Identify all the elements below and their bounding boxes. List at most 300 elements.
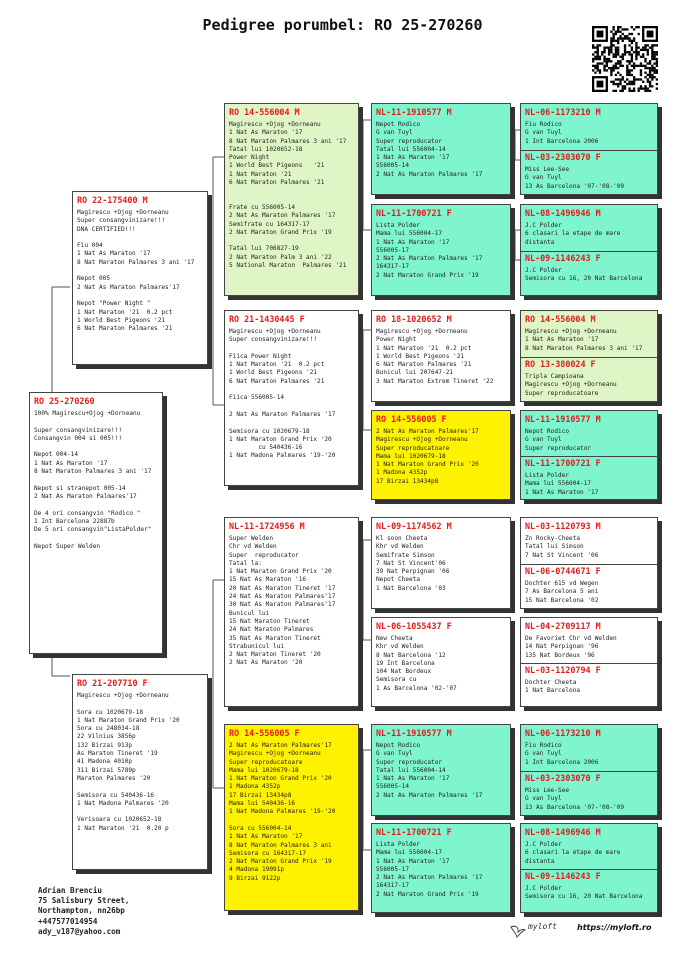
- card-line: J.C Polder: [525, 841, 562, 848]
- ring-number: NL-06-0744671 F: [525, 566, 601, 576]
- card-line: Super reproducatoare: [525, 389, 599, 397]
- card-line: J.C Polder: [525, 267, 562, 274]
- ring-number: NL-11-1910577 M: [376, 728, 452, 738]
- card-line: De 4 ori consangvin "Rodico ": [34, 509, 141, 517]
- card-line: 556005-17: [376, 246, 410, 254]
- card-line: Tatal lui 706827-19: [229, 245, 299, 253]
- card-line: 41 Madona 4010p: [77, 758, 133, 766]
- card-line: 6 clasari la etape de mare: [525, 230, 621, 238]
- card-line: 14 Nat Perpignan '96: [525, 643, 599, 651]
- card-line: Nepot 004-14: [34, 451, 79, 459]
- card-lines: [376, 121, 506, 179]
- card-line: Mama lui 556004-17: [376, 849, 443, 857]
- card-line: 5 National Maraton Palmares '21: [229, 262, 347, 270]
- pigeon-card-grandsire-maternal: [224, 517, 359, 707]
- card-line: 15 Nat As Maraton '16: [229, 576, 307, 584]
- card-line: Magirescu +Ojog +Dorneanu: [525, 381, 617, 389]
- card-line: Super reproducator: [376, 758, 443, 766]
- card-line: [34, 418, 158, 426]
- card-line: Mama lui 540436-16: [229, 800, 296, 808]
- card-line: 2 Nat Maraton Grand Prix '19: [229, 858, 332, 866]
- pigeon-card-subject: [29, 392, 163, 654]
- card-line: 1 Nat Maraton Grand Prix '20: [229, 775, 332, 783]
- card-line: 1 Nat As Maraton '17: [376, 857, 450, 865]
- pigeon-card-g4-pair-2: [520, 204, 658, 296]
- ring-number: NL-09-1174562 M: [376, 521, 452, 531]
- card-line: 15 Nat Barcelona '02: [525, 596, 599, 604]
- card-line: Semisora cu 164317-17: [229, 849, 307, 857]
- card-line: 6 Nat Maraton Palmares '21: [229, 377, 325, 385]
- card-lines: [525, 328, 655, 353]
- card-line: G van Tuyl: [525, 129, 562, 137]
- card-line: 1 World Best Pigeons '21: [229, 369, 318, 377]
- card-line: 1 Int Barcelona 2006: [525, 758, 599, 766]
- card-lines: [376, 742, 506, 800]
- card-line: 19 Int Barcelona: [376, 659, 435, 667]
- page-title: Pedigree porumbel: RO 25-270260: [202, 16, 483, 34]
- card-line: 556005-14: [376, 162, 410, 170]
- card-line: Super reproducatoare: [376, 444, 450, 452]
- card-lines: [525, 373, 655, 398]
- card-line: 1 Nat Maraton Grand Prix '20: [229, 435, 332, 443]
- pigeon-card-sire: [72, 191, 208, 365]
- card-line: 2 Nat As Maraton Palmares'17: [229, 742, 332, 749]
- ring-number: NL-03-1120794 F: [525, 665, 601, 675]
- card-line: Nepot Rodico: [376, 121, 421, 128]
- ring-number: RO 13-380024 F: [525, 359, 596, 369]
- card-lines: [525, 267, 655, 284]
- card-line: Miss Lee-See: [525, 787, 570, 794]
- ring-number: RO 21-207710 F: [77, 678, 148, 688]
- card-line: New Cheeta: [376, 635, 413, 642]
- card-line: 24 Nat Maraton Palmares: [229, 626, 314, 634]
- card-line: 2 Nat Maraton Palm 3 ani '22: [229, 253, 332, 261]
- card-line: 1 Nat Maraton Grand Prix '20: [376, 461, 479, 469]
- card-line: 8 Nat Maraton Palmares 3 ani '17: [229, 137, 347, 145]
- card-line: 15 Nat Maraton Tineret: [229, 617, 310, 625]
- card-line: 6 Nat Maraton Palmares '21: [77, 325, 173, 333]
- card-line: 2 Nat As Maraton Palmares'17: [77, 283, 180, 291]
- card-line: 164317-17: [376, 882, 410, 890]
- card-line: 13 As Barcelona '07-'08-'09: [525, 182, 625, 190]
- card-line: 2 Nat Maraton Grand Prix '19: [376, 271, 479, 279]
- card-line: Super reproducatoare: [229, 758, 303, 766]
- card-line: 39 Nat Perpignan '06: [376, 568, 450, 576]
- card-line: 1 World Best Pigeons '21: [229, 162, 325, 170]
- card-line: Mama lui 1020679-18: [229, 766, 299, 774]
- card-line: 2 Nat As Maraton Palmares '17: [229, 410, 336, 418]
- card-line: 1 Nat As Maraton '17: [376, 238, 450, 246]
- ring-number: NL-04-2709117 M: [525, 621, 601, 631]
- card-line: G van Tuyl: [525, 436, 562, 444]
- card-line: Bunicul lui 207647-21: [376, 369, 454, 377]
- card-line: Tatal lui 1020652-18: [229, 145, 303, 153]
- pigeon-card-g3-4: [371, 410, 511, 500]
- card-line: 2 Nat Maraton Grand Prix '19: [376, 890, 479, 898]
- myloft-bird-icon: [510, 924, 526, 938]
- ring-number: RO 14-556005 F: [229, 728, 300, 738]
- pigeon-card-g3-2: [371, 204, 511, 296]
- card-line: Super reproducator: [229, 551, 299, 559]
- card-line: 2 Nat As Maraton Palmares '17: [376, 170, 483, 178]
- ring-number: NL-08-1496946 M: [525, 827, 601, 837]
- card-line: Lista Polder: [376, 841, 421, 848]
- card-line: 17 Birzai 13434p8: [229, 791, 292, 799]
- card-line: Tatal lui Simson: [525, 543, 584, 551]
- card-lines: [229, 328, 354, 461]
- card-line: Magirescu +Ojog +Dorneanu: [376, 436, 468, 444]
- pigeon-card-g3-5: [371, 517, 511, 609]
- card-line: Chr vd Welden: [229, 543, 277, 551]
- card-line: 1 Nat Maraton '21: [229, 170, 292, 178]
- card-line: Power Night: [229, 154, 270, 162]
- card-line: Mama lui 1020679-18: [376, 452, 446, 460]
- ring-number: RO 14-556005 F: [376, 414, 447, 424]
- card-line: 6 clasari la etape de mare: [525, 849, 621, 857]
- card-line: [77, 267, 203, 275]
- card-line: distanta: [525, 857, 555, 865]
- card-line: Fiu 004: [77, 242, 103, 250]
- card-lines: [525, 535, 655, 560]
- ring-number: RO 22-175400 M: [77, 195, 148, 205]
- card-lines: [525, 222, 655, 247]
- pigeon-card-g3-7: [371, 724, 511, 816]
- card-line: [34, 476, 158, 484]
- card-line: G van Tuyl: [525, 174, 562, 182]
- card-line: Tatal la:: [229, 559, 263, 567]
- card-line: 1 Int Barcelona 2006: [525, 137, 599, 145]
- card-line: [34, 501, 158, 509]
- card-line: 4 Madona 19091p: [229, 866, 285, 874]
- card-line: [34, 534, 158, 542]
- card-line: 1 Nat As Maraton '17: [77, 250, 151, 258]
- card-lines: [376, 328, 506, 386]
- card-line: 1 Nat Barcelona '03: [376, 584, 446, 592]
- pigeon-card-g4-pair-5: [520, 517, 658, 609]
- pigeon-card-g3-8: [371, 823, 511, 913]
- card-line: Magirescu +Ojog +Dorneanu: [525, 328, 617, 335]
- pigeon-card-dam: [72, 674, 208, 870]
- card-line: Tripla Campioana: [525, 373, 584, 380]
- card-line: 1 Nat As Maraton '17: [376, 154, 450, 162]
- card-line: 1 Nat As Maraton '17: [525, 336, 599, 344]
- card-lines: [376, 635, 506, 693]
- ring-number: NL-11-1700721 F: [525, 458, 601, 468]
- card-line: 2 Nat As Maraton Palmares'17: [34, 492, 137, 500]
- pigeon-card-grandsire-paternal: [224, 103, 359, 296]
- card-line: Super consangvinizare!!!: [34, 426, 123, 434]
- card-line: Miss Lee-See: [525, 166, 570, 173]
- card-lines: [525, 742, 655, 767]
- card-line: distanta: [525, 238, 555, 246]
- card-line: 1 Nat Barcelona: [525, 687, 581, 695]
- pigeon-card-granddam-paternal: [224, 310, 359, 486]
- card-line: Khr vd Welden: [376, 543, 424, 551]
- card-line: 20 Nat As Maraton Tineret '17: [229, 584, 336, 592]
- card-lines: [525, 635, 655, 660]
- card-line: Sora cu 1020679-18: [77, 708, 144, 716]
- pigeon-card-g3-6: [371, 617, 511, 707]
- card-line: Fiu Rodico: [525, 742, 562, 749]
- card-line: Nepot Super Welden: [34, 542, 101, 550]
- card-line: [77, 783, 203, 791]
- card-line: G van Tuyl: [525, 750, 562, 758]
- card-line: Magirescu +Ojog +Dorneanu: [77, 692, 169, 699]
- card-line: Fiu Rodico: [525, 121, 562, 128]
- ring-number: NL-11-1910577 M: [525, 414, 601, 424]
- ring-number: NL-09-1146243 F: [525, 871, 601, 881]
- card-line: Super consangvinizare!!!: [229, 336, 318, 344]
- ring-number: RO 25-270260: [34, 396, 95, 406]
- card-lines: [34, 410, 158, 551]
- card-line: [229, 419, 354, 427]
- card-line: 17 Birzai 13434p8: [376, 477, 439, 485]
- card-line: Semisora cu: [376, 676, 417, 684]
- card-line: G van Tuyl: [525, 795, 562, 803]
- website-link[interactable]: https://myloft.ro: [577, 923, 652, 932]
- card-lines: [376, 841, 506, 899]
- pigeon-card-g4-pair-4: [520, 410, 658, 500]
- card-lines: [229, 121, 354, 270]
- card-line: 311 Birzai 5789p: [77, 766, 136, 774]
- card-line: Strabunicul lui: [229, 642, 285, 650]
- owner-contact: [38, 886, 129, 937]
- ring-number: NL-06-1055437 F: [376, 621, 452, 631]
- card-line: G van Tuyl: [376, 129, 413, 137]
- card-line: 135 Nat Bordeux '96: [525, 651, 595, 659]
- card-line: 7 Nat St Vincent'06: [376, 559, 446, 567]
- card-line: Semisora cu 16, 20 Nat Barcelona: [525, 275, 643, 283]
- card-line: 6 Nat Maraton Palmares '21: [229, 179, 325, 187]
- card-line: Semisora cu 540436-16: [77, 791, 155, 799]
- card-line: 9 Birzai 9122p: [229, 874, 281, 882]
- card-line: 1 Nat Maraton '21 0.20 p: [77, 824, 169, 832]
- card-line: As Maraton Tineret '19: [77, 750, 158, 758]
- card-line: Magirescu +Ojog +Dorneanu: [229, 121, 321, 128]
- card-line: 2 Nat Maraton Tineret '20: [229, 651, 321, 659]
- card-line: Magirescu +Ojog +Dorneanu: [77, 209, 169, 216]
- card-line: 1 Int Barcelona 22887b: [34, 517, 115, 525]
- ring-number: NL-06-1173210 M: [525, 728, 601, 738]
- card-line: [229, 817, 354, 825]
- card-line: 7 As Barcelona 5 ani: [525, 588, 599, 596]
- card-line: 556005-17: [376, 865, 410, 873]
- card-line: 22 Vilnius 3856p: [77, 733, 136, 741]
- card-line: [77, 700, 203, 708]
- card-line: 1 As Barcelona '02-'07: [376, 684, 457, 692]
- ring-number: NL-03-2303070 F: [525, 773, 601, 783]
- card-line: Frate cu 556005-14: [229, 203, 296, 211]
- pigeon-card-g4-pair-7: [520, 724, 658, 816]
- card-line: 6 Nat Maraton Palmares '21: [376, 361, 472, 369]
- card-lines: [376, 535, 506, 593]
- pigeon-card-g4-pair-1: [520, 103, 658, 195]
- owner-street: 75 Salisbury Street,: [38, 896, 130, 906]
- card-line: [229, 196, 354, 204]
- card-line: 2 Nat As Maraton Palmares'17: [376, 428, 479, 435]
- card-line: 1 Nat Madona Palmares '20: [77, 799, 169, 807]
- pigeon-card-g3-3: [371, 310, 511, 402]
- card-line: [229, 345, 354, 353]
- ring-number: RO 14-556004 M: [525, 314, 596, 324]
- pigeon-card-g4-pair-8: [520, 823, 658, 913]
- card-line: Super Welden: [229, 535, 274, 542]
- card-line: Fiica Power Night: [229, 352, 292, 360]
- card-line: 1 Nat Madona Palmares '19-'20: [229, 452, 336, 460]
- card-line: 30 Nat As Maraton Palmares'17: [229, 601, 336, 609]
- card-line: 1 Nat Maraton '21 0.2 pct: [77, 308, 173, 316]
- card-line: Sora cu 556004-14: [229, 824, 292, 832]
- card-line: 8 Nat Maraton Palmares 3 ani '17: [77, 258, 195, 266]
- card-line: [229, 403, 354, 411]
- card-line: Fiica 556005-14: [229, 394, 285, 402]
- card-line: [77, 808, 203, 816]
- card-line: Nepot si stranepot 005-14: [34, 484, 126, 492]
- card-line: Semisora cu 16, 20 Nat Barcelona: [525, 893, 643, 901]
- card-line: 1 Nat As Maraton '17: [229, 833, 303, 841]
- card-line: Verisoara cu 1020652-18: [77, 816, 162, 824]
- card-line: 104 Nat Bordeux: [376, 668, 432, 676]
- card-line: Nepot Rodico: [525, 428, 570, 435]
- ring-number: NL-11-1724956 M: [229, 521, 305, 531]
- ring-number: RO 14-556004 M: [229, 107, 300, 117]
- card-line: 8 Nat Maraton Palmares 3 ani '17: [525, 344, 643, 352]
- card-line: 13 As Barcelona '07-'08-'09: [525, 803, 625, 811]
- card-line: 164317-17: [376, 263, 410, 271]
- card-line: Tatal lui 556004-14: [376, 766, 446, 774]
- card-line: Mama lui 556004-17: [376, 230, 443, 238]
- card-lines: [525, 472, 655, 497]
- card-lines: [525, 580, 655, 605]
- card-line: Lista Polder: [525, 472, 570, 479]
- ring-number: NL-11-1910577 M: [376, 107, 452, 117]
- card-line: Bunicul lui: [229, 609, 270, 617]
- card-line: 1 World Best Pigeons '21: [77, 316, 166, 324]
- card-lines: [525, 121, 655, 146]
- card-lines: [376, 428, 506, 486]
- card-line: 1 Nat Maraton '21 0.2 pct: [229, 361, 325, 369]
- card-line: [77, 234, 203, 242]
- pigeon-card-g4-pair-6: [520, 617, 658, 707]
- card-line: Super consangvinizare!!!: [77, 217, 166, 225]
- ring-number: NL-08-1496946 M: [525, 208, 601, 218]
- ring-number: NL-03-1120793 M: [525, 521, 601, 531]
- card-line: 100% Magirescu+Ojog +Dorneanu: [34, 410, 141, 417]
- card-line: 2 Nat As Maraton Palmares '17: [376, 874, 483, 882]
- card-line: Nepot "Power Night ": [77, 300, 151, 308]
- ring-number: RO 21-1430445 F: [229, 314, 305, 324]
- card-line: Kl soon Cheeta: [376, 535, 428, 542]
- card-line: Magirescu +Ojog +Dorneanu: [229, 750, 321, 758]
- card-line: [229, 187, 354, 195]
- card-line: 3 Nat Maraton Extrem Tineret '22: [376, 377, 494, 385]
- card-lines: [229, 535, 354, 668]
- card-line: 24 Nat As Maraton Palmares'17: [229, 593, 336, 601]
- owner-email[interactable]: ady_v187@yahoo.com: [38, 926, 121, 936]
- card-lines: [525, 787, 655, 812]
- card-line: 2 Nat As Maraton Palmares '17: [376, 791, 483, 799]
- ring-number: NL-11-1700721 F: [376, 827, 452, 837]
- card-line: Mama lui 556004-17: [525, 480, 592, 488]
- card-line: Khr vd Welden: [376, 643, 424, 651]
- card-line: [77, 292, 203, 300]
- card-lines: [77, 209, 203, 333]
- card-line: 1 Nat Maraton Grand Prix '20: [77, 716, 180, 724]
- card-line: Semifrate cu 164317-17: [229, 220, 310, 228]
- card-lines: [525, 166, 655, 191]
- card-line: Maraton Palmares '20: [77, 774, 151, 782]
- ring-number: NL-09-1146243 F: [525, 253, 601, 263]
- card-line: 1 Nat Maraton '21 0.2 pct: [376, 344, 472, 352]
- card-line: Dochter 615 vd Wegen: [525, 580, 599, 587]
- owner-name: Adrian Brenciu: [38, 886, 103, 895]
- card-line: Nepot Cheeta: [376, 576, 421, 584]
- card-line: Super reproducator: [525, 444, 592, 452]
- card-line: Nepot 005: [77, 275, 111, 283]
- myloft-logo: [528, 922, 557, 931]
- card-line: J.C Polder: [525, 222, 562, 229]
- ring-number: NL-03-2303070 F: [525, 152, 601, 162]
- pigeon-card-g4-pair-3: [520, 310, 658, 402]
- card-line: De Favoriet Chr vd Welden: [525, 635, 617, 642]
- card-line: 1 Nat As Maraton '17: [229, 129, 303, 137]
- card-lines: [376, 222, 506, 280]
- card-line: cu 540436-16: [229, 444, 303, 452]
- card-line: Sora cu 248034-18: [77, 725, 140, 733]
- card-line: De 5 ori consangvin"ListaPolder": [34, 526, 152, 534]
- card-line: Super reproducator: [376, 137, 443, 145]
- card-line: Magirescu +Ojog +Dorneanu: [376, 328, 468, 335]
- card-line: 1 Madona 4352p: [376, 469, 428, 477]
- card-lines: [229, 742, 354, 883]
- card-line: 1 Nat As Maraton '17: [525, 488, 599, 496]
- card-line: G van Tuyl: [376, 750, 413, 758]
- card-line: 1 Nat Maraton Grand Prix '20: [229, 568, 332, 576]
- card-line: 8 Nat Maraton Palmares 3 ani: [229, 841, 332, 849]
- card-line: 1 Nat Madona Palmares '19-'20: [229, 808, 336, 816]
- logo-text: myloft: [528, 922, 557, 931]
- card-line: [229, 386, 354, 394]
- card-line: 7 Nat St Vincent '06: [525, 551, 599, 559]
- card-line: Semisora cu 1020679-18: [229, 427, 310, 435]
- card-line: 2 Nat As Maraton '20: [229, 659, 303, 667]
- card-line: Consangvin 004 si 005!!!: [34, 434, 123, 442]
- card-line: 556005-14: [376, 783, 410, 791]
- pigeon-card-g3-1: [371, 103, 511, 195]
- owner-city: Northampton, nn26bp: [38, 906, 125, 916]
- card-line: Zn Rocky-Cheeta: [525, 535, 581, 542]
- card-lines: [525, 885, 655, 902]
- card-line: 2 Nat Maraton Grand Prix '19: [229, 228, 332, 236]
- card-line: Nepot Rodico: [376, 742, 421, 749]
- card-line: Power Night: [376, 336, 417, 344]
- card-line: Dochter Cheeta: [525, 679, 577, 686]
- owner-phone: +447577014954: [38, 916, 98, 926]
- card-line: 8 Nat Maraton Palmares 3 ani '17: [34, 468, 152, 476]
- card-line: 35 Nat As Maraton Tineret: [229, 634, 321, 642]
- card-lines: [77, 692, 203, 833]
- card-line: Magirescu +Ojog +Dorneanu: [229, 328, 321, 335]
- card-line: J.C Polder: [525, 885, 562, 892]
- ring-number: NL-11-1700721 F: [376, 208, 452, 218]
- card-line: 1 Madona 4352p: [229, 783, 281, 791]
- card-line: 132 Birzai 913p: [77, 741, 133, 749]
- card-line: 1 Nat As Maraton '17: [376, 775, 450, 783]
- card-line: 2 Nat As Maraton Palmares '17: [229, 212, 336, 220]
- card-line: 8 Nat Barcelona '12: [376, 651, 446, 659]
- card-line: Lista Polder: [376, 222, 421, 229]
- card-line: DNA CERTIFIED!!!: [77, 225, 136, 233]
